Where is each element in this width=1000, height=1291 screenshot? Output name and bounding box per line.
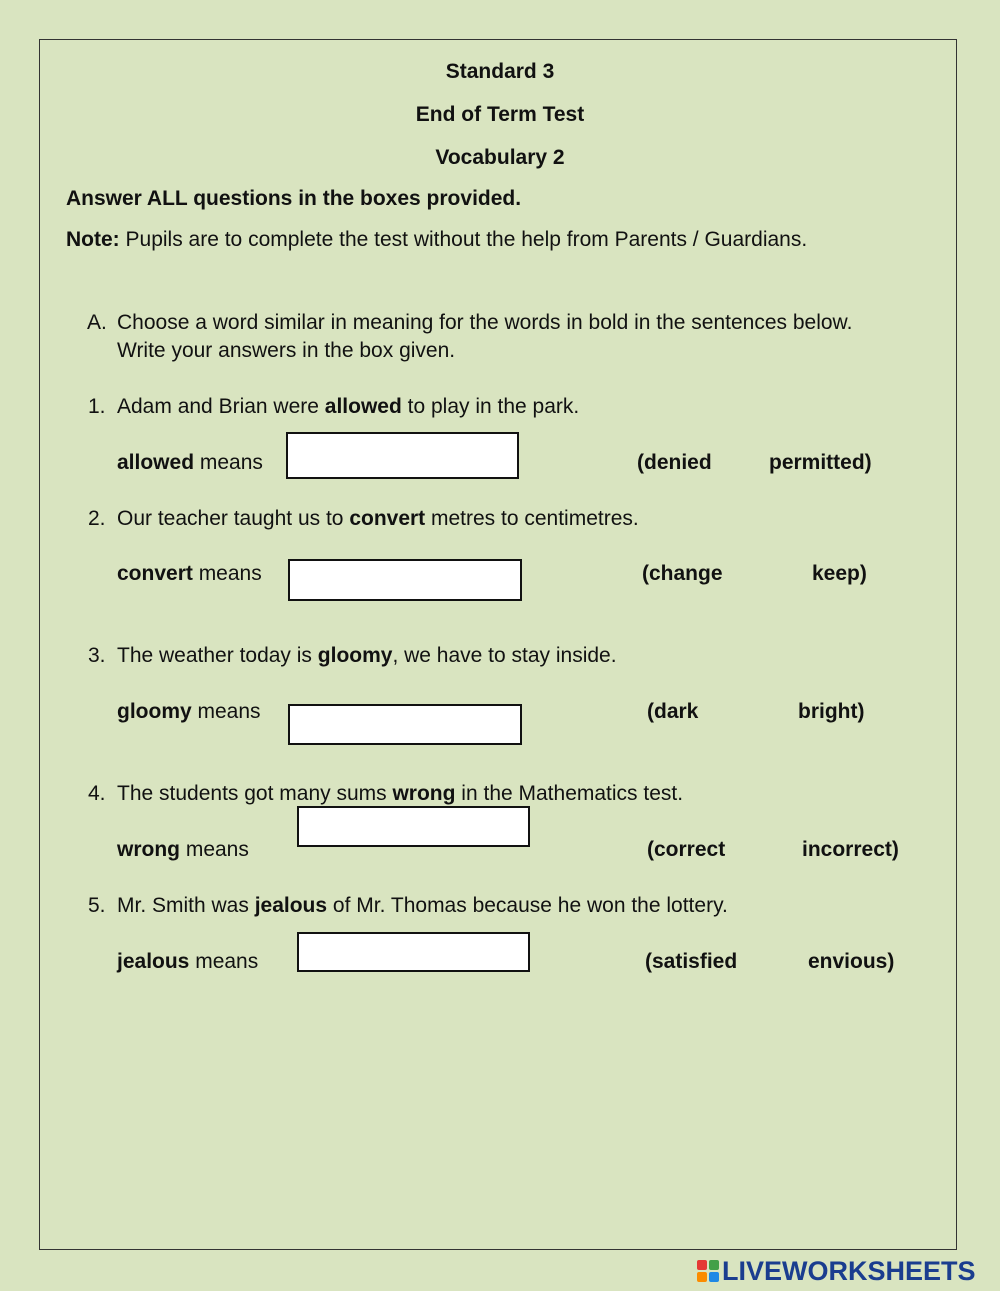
- q4-means-word: wrong: [117, 838, 180, 861]
- question-5-means: [117, 950, 258, 974]
- question-4-sentence: [117, 782, 683, 806]
- logo-block-green: [709, 1260, 719, 1270]
- section-a-line1: Choose a word similar in meaning for the words in bold in the sentences below.: [117, 311, 853, 334]
- answer-box-4[interactable]: [297, 806, 530, 847]
- q5-means-word: jealous: [117, 950, 190, 973]
- q2-word: convert: [349, 507, 426, 530]
- q2-after: metres to centimetres.: [425, 507, 639, 530]
- q5-option-2: envious): [808, 950, 895, 973]
- q4-after: in the Mathematics test.: [455, 782, 684, 805]
- q2-option-1: (change: [642, 562, 723, 585]
- question-4-number: 4.: [88, 782, 106, 805]
- q1-after: to play in the park.: [401, 395, 580, 418]
- instructions-main: Answer ALL questions in the boxes provided.: [66, 187, 522, 210]
- logo-block-orange: [697, 1272, 707, 1282]
- q5-word: jealous: [254, 894, 328, 917]
- q1-before: Adam and Brian were: [117, 395, 325, 418]
- answer-box-3[interactable]: [288, 704, 522, 745]
- question-2-sentence: [117, 507, 639, 531]
- answer-input-3[interactable]: [290, 706, 520, 743]
- q4-word: wrong: [392, 782, 456, 805]
- q5-means-label: means: [189, 950, 259, 973]
- q3-before: The weather today is: [117, 644, 318, 667]
- question-3-means: [117, 700, 261, 724]
- question-1-means: [117, 451, 263, 475]
- q1-word: allowed: [324, 395, 402, 418]
- q2-before: Our teacher taught us to: [117, 507, 350, 530]
- answer-box-1[interactable]: [286, 432, 519, 479]
- question-2-means: [117, 562, 262, 586]
- q3-option-1: (dark: [647, 700, 699, 723]
- q2-option-2: keep): [812, 562, 867, 585]
- q3-word: gloomy: [317, 644, 393, 667]
- q5-before: Mr. Smith was: [117, 894, 255, 917]
- q4-option-2: incorrect): [802, 838, 899, 861]
- q1-means-word: allowed: [117, 451, 195, 474]
- q3-after: , we have to stay inside.: [392, 644, 617, 667]
- q4-before: The students got many sums: [117, 782, 393, 805]
- q5-option-1: (satisfied: [645, 950, 738, 973]
- header-standard: Standard 3: [445, 60, 555, 83]
- answer-input-1[interactable]: [288, 434, 517, 477]
- note-label: Note:: [66, 228, 120, 251]
- answer-input-2[interactable]: [290, 561, 520, 599]
- q1-means-label: means: [194, 451, 263, 474]
- logo-block-red: [697, 1260, 707, 1270]
- q3-option-2: bright): [798, 700, 865, 723]
- answer-box-2[interactable]: [288, 559, 522, 601]
- q3-means-word: gloomy: [117, 700, 192, 723]
- header-test-title: End of Term Test: [415, 103, 585, 126]
- q2-means-word: convert: [117, 562, 193, 585]
- q2-means-label: means: [192, 562, 262, 585]
- answer-input-4[interactable]: [299, 808, 528, 845]
- question-3-sentence: [117, 644, 617, 668]
- logo-blocks-icon: [697, 1260, 719, 1282]
- q4-means-label: means: [180, 838, 249, 861]
- question-3-number: 3.: [88, 644, 106, 667]
- question-2-number: 2.: [88, 507, 106, 530]
- header-subject: Vocabulary 2: [435, 146, 565, 169]
- logo-text: LIVEWORKSHEETS: [722, 1255, 976, 1286]
- question-5-sentence: [117, 894, 728, 918]
- q4-option-1: (correct: [647, 838, 726, 861]
- q3-means-label: means: [191, 700, 261, 723]
- question-1-sentence: [117, 395, 579, 419]
- question-4-means: [117, 838, 249, 862]
- question-1-number: 1.: [88, 395, 106, 418]
- instructions-note: [66, 228, 807, 252]
- q5-after: of Mr. Thomas because he won the lottery.: [327, 894, 728, 917]
- question-5-number: 5.: [88, 894, 106, 917]
- q1-option-2: permitted): [769, 451, 872, 474]
- q1-option-1: (denied: [637, 451, 712, 474]
- liveworksheets-logo[interactable]: [697, 1256, 976, 1286]
- note-text: Pupils are to complete the test without the help from Parents / Guardians.: [119, 228, 808, 251]
- logo-block-blue: [709, 1272, 719, 1282]
- answer-box-5[interactable]: [297, 932, 530, 972]
- section-a-line2: Write your answers in the box given.: [117, 339, 456, 362]
- answer-input-5[interactable]: [299, 934, 528, 970]
- section-a-label: A.: [87, 311, 107, 334]
